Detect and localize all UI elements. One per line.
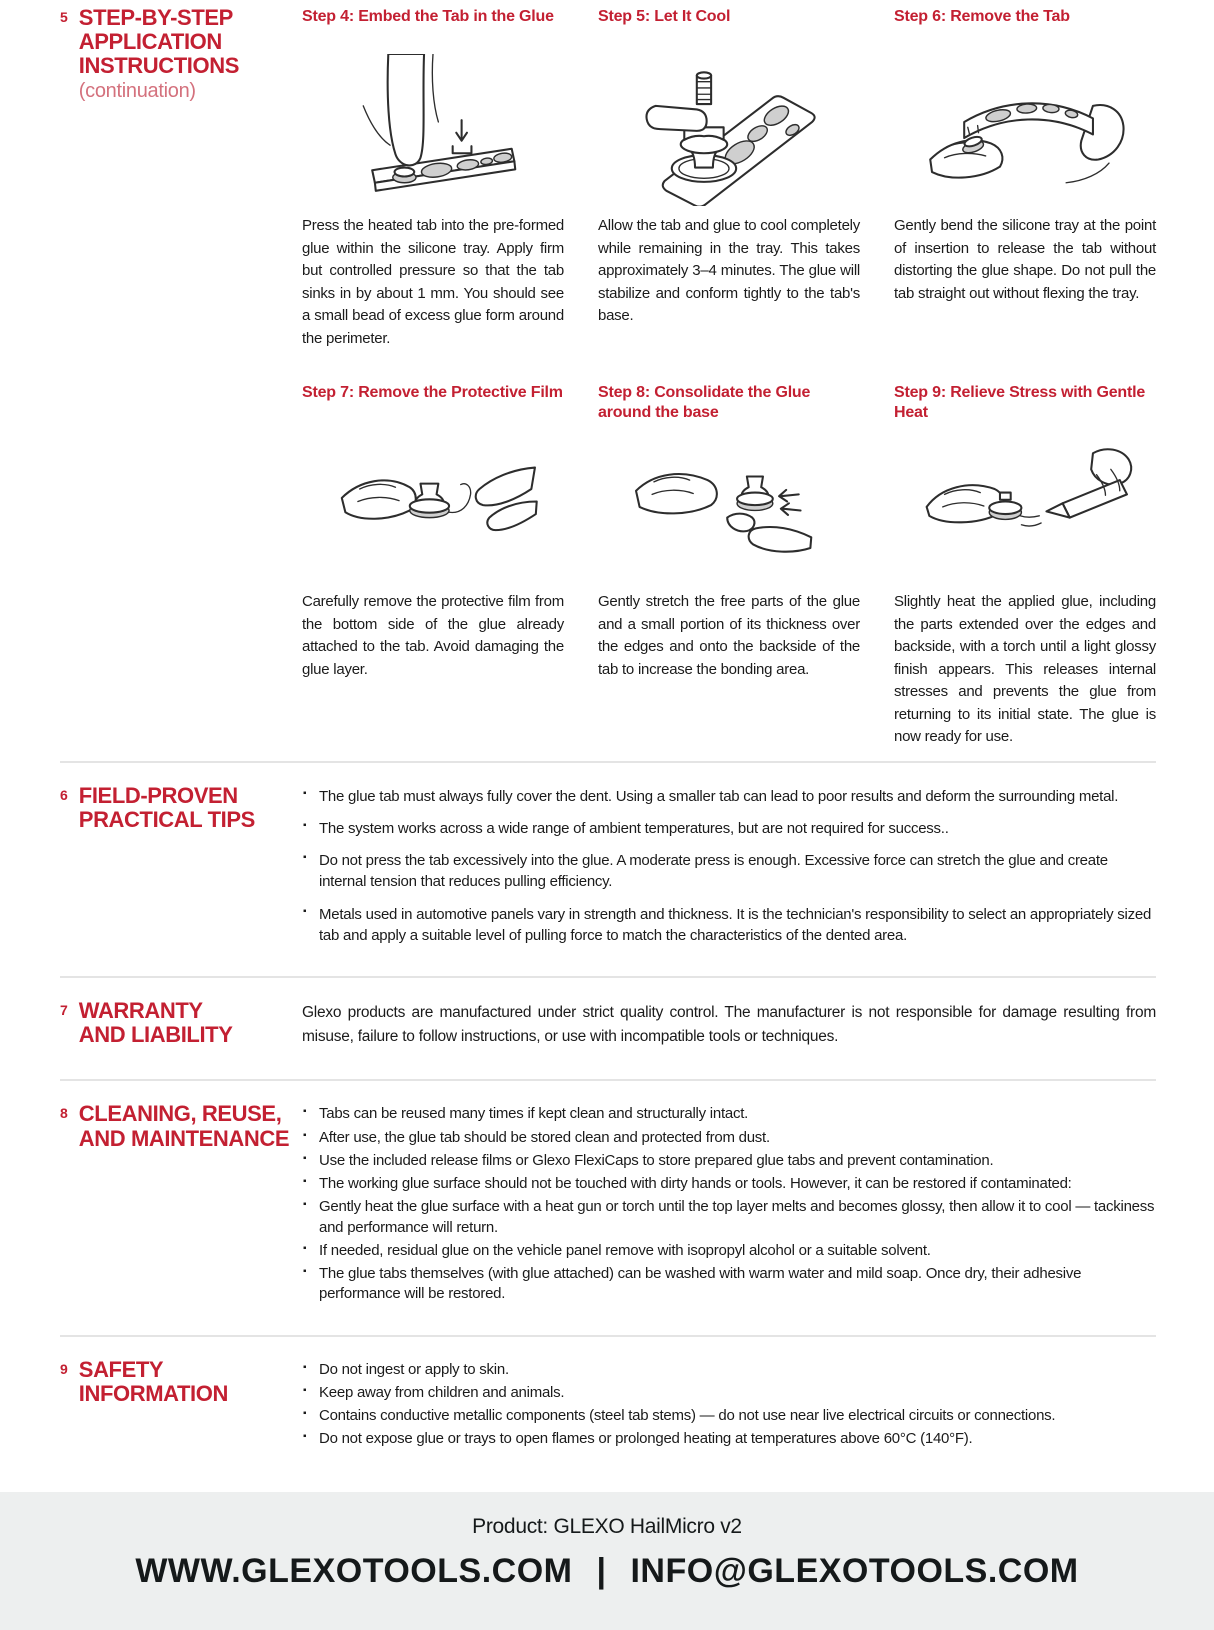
- step8-illustration: [598, 430, 860, 582]
- tips-list: [302, 784, 1156, 947]
- section9-title-line-2: INFORMATION: [78, 1380, 228, 1406]
- section7-title-line-2: AND LIABILITY: [78, 1022, 233, 1048]
- step5-illustration: [598, 54, 860, 206]
- step6-text: Gently bend the silicone tray at the point of insertion to release the tab without distorting the glue shape. Do not pull the tab straight out without flexing the tray.: [894, 217, 1156, 302]
- step-card-6: [894, 6, 1156, 350]
- section9-label: [60, 1358, 302, 1406]
- section5-heading: [79, 6, 239, 103]
- step9-illustration: [894, 430, 1156, 582]
- step6-illustration: [894, 54, 1156, 206]
- step9-text: Slightly heat the applied glue, including the parts extended over the edges and backside, with a torch until a light glossy finish appears. This releases internal stresses and prevents the glue from returning to its initial state. The glue is now ready for use.: [894, 593, 1156, 745]
- section-cleaning: [60, 1081, 1156, 1322]
- step7-title: Step 7: Remove the Protective Film: [302, 384, 563, 401]
- footer-separator: |: [596, 1552, 607, 1590]
- section8-title-line-1: CLEANING, REUSE,: [78, 1101, 282, 1127]
- footer-website: WWW.GLEXOTOOLS.COM: [135, 1552, 573, 1590]
- step4-illustration: [302, 54, 564, 206]
- step-card-7: [302, 382, 564, 749]
- section5-title: [79, 6, 239, 79]
- footer-email: INFO@GLEXOTOOLS.COM: [630, 1552, 1079, 1590]
- hand-press-tab-into-tray-icon: [313, 54, 553, 206]
- cleaning-item: ▪ Tabs can be reused many times if kept clean and structurally intact.: [302, 1104, 1156, 1124]
- step-card-5: [598, 6, 860, 350]
- footer-contact-line: [0, 1552, 1214, 1591]
- tips-item: ▪ Do not press the tab excessively into the glue. A moderate press is enough. Excessive force can stretch the glue and create internal tension that reduces pulling efficiency.: [302, 850, 1156, 893]
- steps-grid: [302, 6, 1156, 749]
- section6-label: [60, 784, 302, 832]
- section7-number: 7: [60, 1002, 68, 1019]
- section6-title-line-2: PRACTICAL TIPS: [78, 806, 255, 832]
- cleaning-item: ▪ If needed, residual glue on the vehicle panel remove with isopropyl alcohol or a suitable solvent.: [302, 1241, 1156, 1261]
- step7-text: Carefully remove the protective film from the bottom side of the glue already attached to the tab. Avoid damaging the glue layer.: [302, 593, 564, 678]
- section8-title: [79, 1102, 289, 1150]
- tips-item: ▪ Metals used in automotive panels vary in strength and thickness. It is the technician's responsibility to select an appropriately sized tab and apply a suitable level of pulling force to match the characteristics of the dented area.: [302, 904, 1156, 947]
- page-footer: [0, 1492, 1214, 1630]
- step4-title: Step 4: Embed the Tab in the Glue: [302, 8, 554, 25]
- step8-title: Step 8: Consolidate the Glue around the base: [598, 384, 811, 422]
- step6-title: Step 6: Remove the Tab: [894, 8, 1070, 25]
- section5-title-line-3: INSTRUCTIONS: [78, 53, 239, 79]
- section-practical-tips: [60, 763, 1156, 965]
- cleaning-item: ▪ The working glue surface should not be touched with dirty hands or tools. However, it can be restored if contaminated:: [302, 1174, 1156, 1194]
- hands-stretch-glue-icon: [609, 430, 849, 582]
- section9-number: 9: [60, 1360, 68, 1377]
- safety-item: ▪ Do not expose glue or trays to open flames or prolonged heating at temperatures above 60°C (140°F).: [302, 1429, 1156, 1449]
- section6-title: [79, 784, 255, 832]
- step-card-9: [894, 382, 1156, 749]
- section8-title-line-2: AND MAINTENANCE: [78, 1125, 290, 1151]
- section6-title-line-1: FIELD-PROVEN: [78, 782, 238, 808]
- step-card-8: [598, 382, 860, 749]
- section9-title-line-1: SAFETY: [78, 1356, 164, 1382]
- step8-text: Gently stretch the free parts of the glue and a small portion of its thickness over the edges and onto the backside of the tab to increase the bonding area.: [598, 593, 860, 678]
- section8-number: 8: [60, 1105, 68, 1122]
- cleaning-item: ▪ Gently heat the glue surface with a heat gun or torch until the top layer melts and becomes glossy, then allow it to cool — tackiness and performance will return.: [302, 1197, 1156, 1238]
- safety-item: ▪ Contains conductive metallic components (steel tab stems) — do not use near live electrical circuits or connections.: [302, 1406, 1156, 1426]
- safety-item: ▪ Do not ingest or apply to skin.: [302, 1360, 1156, 1380]
- section9-title: [79, 1358, 228, 1406]
- section5-title-line-2: APPLICATION: [78, 29, 222, 55]
- section5-subtitle: (continuation): [78, 79, 196, 102]
- step-card-4: [302, 6, 564, 350]
- safety-item: ▪ Keep away from children and animals.: [302, 1383, 1156, 1403]
- section5-label: [60, 6, 302, 103]
- section5-number: 5: [60, 9, 68, 25]
- step9-title: Step 9: Relieve Stress with Gentle Heat: [894, 384, 1146, 422]
- step5-text: Allow the tab and glue to cool completely while remaining in the tray. This takes approximately 3–4 minutes. The glue will stabilize and conform tightly to the tab's base.: [598, 217, 860, 324]
- section8-label: [60, 1102, 302, 1150]
- tab-cooling-in-tray-icon: [609, 54, 849, 206]
- hands-bend-tray-icon: [905, 54, 1145, 206]
- tips-item: ▪ The glue tab must always fully cover the dent. Using a smaller tab can lead to poor results and deform the surrounding metal.: [302, 786, 1156, 807]
- warranty-paragraph: Glexo products are manufactured under strict quality control. The manufacturer is not responsible for damage resulting from misuse, failure to follow instructions, or use with incompatible tools or techniques.: [302, 1004, 1156, 1046]
- cleaning-item: ▪ The glue tabs themselves (with glue attached) can be washed with warm water and mild soap. Once dry, their adhesive performance will be restored.: [302, 1264, 1156, 1305]
- section6-number: 6: [60, 786, 68, 803]
- section7-label: [60, 999, 302, 1047]
- tips-item: ▪ The system works across a wide range of ambient temperatures, but are not required for success..: [302, 818, 1156, 839]
- step4-text: Press the heated tab into the pre-formed glue within the silicone tray. Apply firm but controlled pressure so that the tab sinks in by about 1 mm. You should see a small bead of excess glue form around the perimeter.: [302, 217, 564, 347]
- section-safety: [60, 1337, 1156, 1468]
- step7-illustration: [302, 430, 564, 582]
- section-step-instructions: [60, 6, 1156, 749]
- step5-title: Step 5: Let It Cool: [598, 8, 731, 25]
- section7-title-line-1: WARRANTY: [78, 998, 203, 1024]
- hands-peel-film-icon: [313, 430, 553, 582]
- safety-list: [302, 1358, 1156, 1450]
- cleaning-item: ▪ After use, the glue tab should be stored clean and protected from dust.: [302, 1128, 1156, 1148]
- cleaning-item: ▪ Use the included release films or Glexo FlexiCaps to store prepared glue tabs and prevent contamination.: [302, 1151, 1156, 1171]
- section5-title-line-1: STEP-BY-STEP: [78, 5, 233, 30]
- section7-title: [79, 999, 233, 1047]
- section-warranty: [60, 978, 1156, 1067]
- torch-heat-tab-icon: [905, 430, 1145, 582]
- footer-product-line: Product: GLEXO HailMicro v2: [472, 1515, 742, 1538]
- cleaning-list: [302, 1102, 1156, 1304]
